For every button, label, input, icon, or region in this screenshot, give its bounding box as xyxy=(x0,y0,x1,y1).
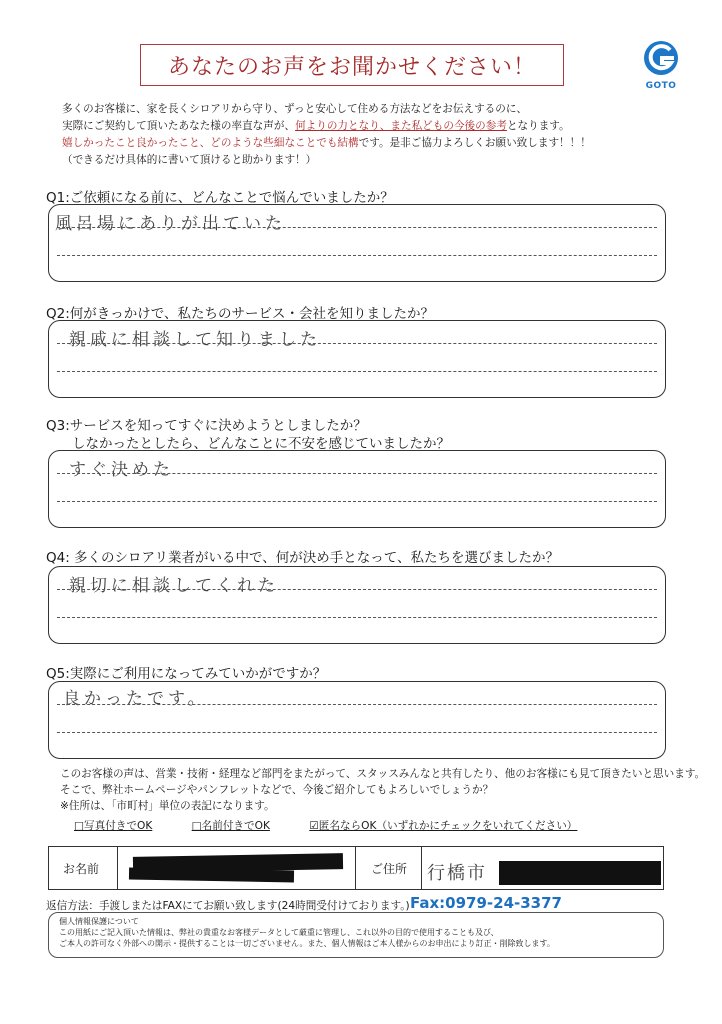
answer-4-text: 親切に相談してくれた xyxy=(69,576,279,596)
consent-photo-checkbox[interactable]: □写真付きでOK xyxy=(74,820,153,832)
dashed-line xyxy=(57,732,657,733)
privacy-line: この用紙にご記入頂いた情報は、弊社の貴重なお客様データとして厳重に管理し、これ以外の目的で使用することも及び、 xyxy=(59,928,499,937)
dashed-line xyxy=(57,704,657,705)
question-4-label: Q4: 多くのシロアリ業者がいる中で、何が決め手となって、私たちを選びましたか？ xyxy=(46,550,559,566)
dashed-line xyxy=(57,473,657,474)
intro-span: 実際にご契約して頂いたあなた様の率直な声が、 xyxy=(62,120,296,132)
footer-line: このお客様の声は、営業・技術・経理など部門をまたがって、スタッスみんなと共有したり、他のお客様にも見て頂きたいと思います。 xyxy=(60,768,706,780)
consent-anonymous-checkbox[interactable]: ☑匿名ならOK（いずれかにチェックをいれてください） xyxy=(309,820,578,832)
dashed-line xyxy=(57,589,657,590)
dashed-line xyxy=(57,617,657,618)
logo-text: GOTO xyxy=(645,81,677,91)
intro-text xyxy=(62,101,652,169)
consent-options xyxy=(74,818,577,833)
question-1-label: Q1:ご依頼になる前に、どんなことで悩んでいましたか？ xyxy=(46,190,394,206)
intro-line xyxy=(62,135,652,152)
intro-span: です。是非ご協力よろしくお願い致します！！！ xyxy=(358,137,591,149)
answer-1-text: 風呂場にありが出ていた xyxy=(55,214,286,234)
consent-name-checkbox[interactable]: □名前付きでOK xyxy=(191,820,270,832)
privacy-notice xyxy=(48,912,664,958)
answer-box-4[interactable] xyxy=(48,566,666,644)
privacy-line: ご本人の許可なく外部への開示・提供することは一切ございません。また、個人情報はご本人様からのお申出により訂正・削除致します。 xyxy=(59,939,555,948)
page-title xyxy=(140,44,564,86)
footer-note: ※住所は、「市町村」単位の表記になります。 xyxy=(60,800,275,812)
dashed-line xyxy=(57,255,657,256)
dashed-line xyxy=(57,371,657,372)
intro-line: （できるだけ具体的に書いて頂けると助かります！） xyxy=(62,154,317,166)
page-title-text: あなたのお声をお聞かせください！ xyxy=(167,54,536,80)
question-5-label: Q5:実際にご利用になってみていかがですか？ xyxy=(46,666,327,682)
intro-line xyxy=(62,118,652,135)
question-2-label: Q2:何がきっかけで、私たちのサービス・会社を知りましたか？ xyxy=(46,306,434,322)
answer-5-text: 良かったです。 xyxy=(63,689,209,709)
answer-box-2[interactable] xyxy=(48,320,666,398)
intro-line: 多くのお客様に、家を長くシロアリから守り、ずっと安心して住める方法などをお伝えするのに、 xyxy=(62,103,528,115)
customer-info-box xyxy=(48,846,664,890)
dashed-line xyxy=(57,227,657,228)
address-redaction xyxy=(499,861,661,885)
answer-box-1[interactable] xyxy=(48,204,666,282)
answer-box-5[interactable] xyxy=(48,681,666,759)
privacy-title: 個人情報保護について xyxy=(59,917,139,926)
intro-emphasis: 嬉しかったこと良かったこと、どのような些細なことでも結構 xyxy=(62,137,359,149)
answer-2-text: 親戚に相談して知りました xyxy=(69,330,321,350)
dashed-line xyxy=(57,343,657,344)
address-label: ご住所 xyxy=(371,862,408,876)
dashed-line xyxy=(57,501,657,502)
answer-3-text: すぐ決めた xyxy=(69,460,174,480)
send-method-text: 返信方法：手渡しまたはFAXにてお願い致します(24時間受付けております。) xyxy=(46,900,410,912)
name-redaction xyxy=(129,868,294,883)
question-3-sublabel: しなかったとしたら、どんなことに不安を感じていましたか？ xyxy=(72,436,450,452)
question-3-label: Q3:サービスを知ってすぐに決めようとしましたか？ xyxy=(46,418,367,434)
address-value: 行橋市 xyxy=(427,863,487,884)
fax-number: Fax:0979-24-3377 xyxy=(410,894,562,912)
footer-line: そこで、弊社ホームページやパンフレットなどで、今後ご紹介してもよろしいでしょうか？ xyxy=(60,784,494,796)
intro-span: となります。 xyxy=(506,120,570,132)
name-label: お名前 xyxy=(63,862,100,876)
answer-box-3[interactable] xyxy=(48,450,666,528)
intro-emphasis: 何よりの力となり、また私どもの今後の参考 xyxy=(295,120,507,132)
